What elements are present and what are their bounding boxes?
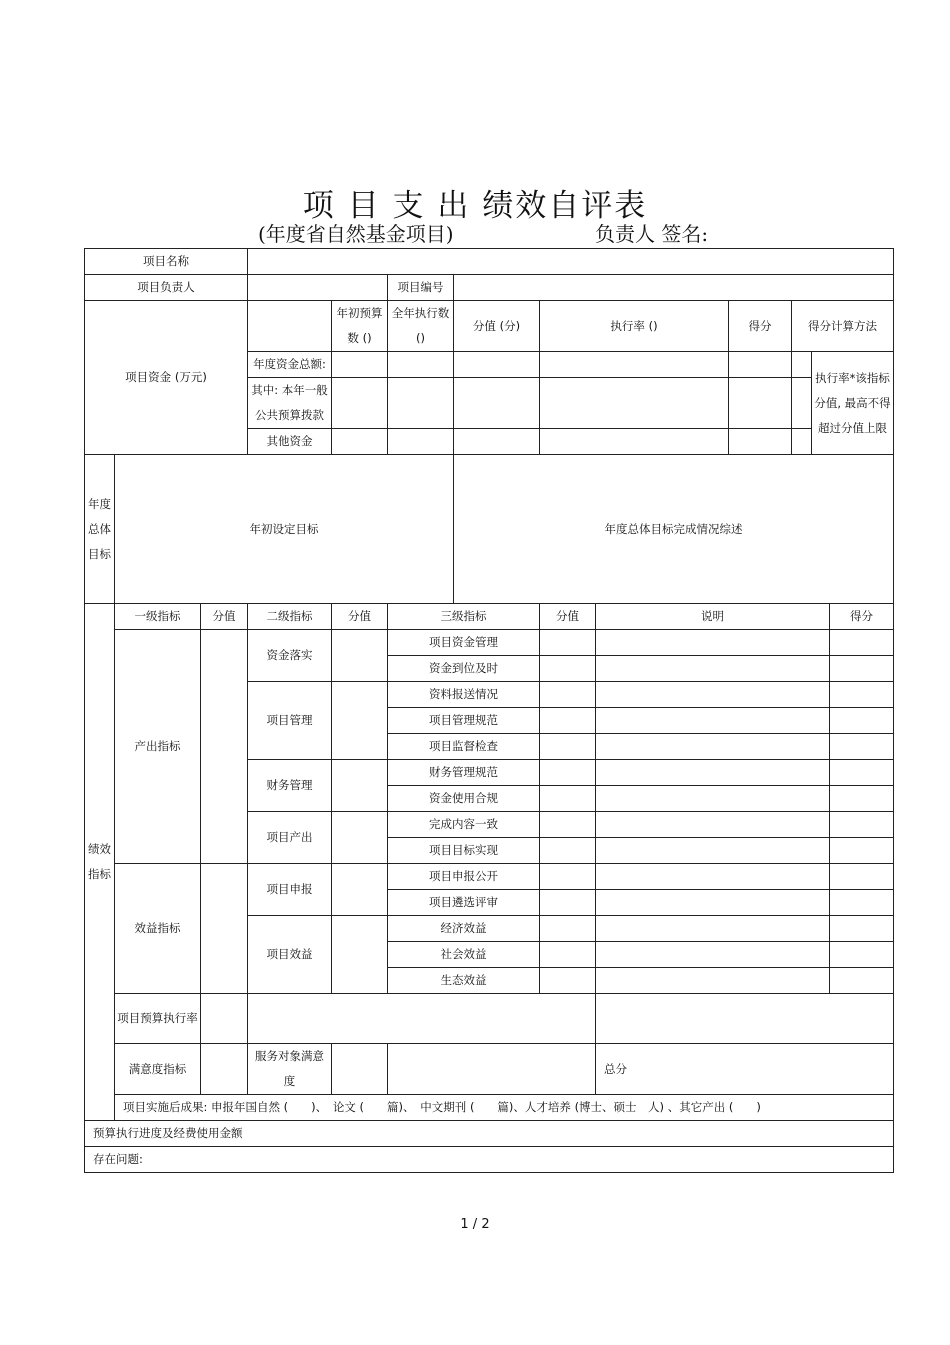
other-funds-label: 其他资金 <box>248 429 332 455</box>
l3-item: 项目管理规范 <box>388 708 540 734</box>
other-score-cell[interactable] <box>729 429 792 455</box>
l3-score-cell[interactable] <box>540 838 596 864</box>
l3-final-score-cell[interactable] <box>830 760 894 786</box>
l3-score-cell[interactable] <box>540 786 596 812</box>
total-initial-cell[interactable] <box>332 352 388 378</box>
general-exec-rate-cell[interactable] <box>540 378 729 429</box>
annual-total-label: 年度资金总额: <box>248 352 332 378</box>
l3-item: 项目目标实现 <box>388 838 540 864</box>
project-output-score[interactable] <box>332 812 388 864</box>
financial-management-label: 财务管理 <box>248 760 332 812</box>
l3-score-cell[interactable] <box>540 968 596 994</box>
l3-description-cell[interactable] <box>596 760 830 786</box>
general-narrow-cell[interactable] <box>792 378 812 429</box>
project-name-label: 项目名称 <box>85 249 248 275</box>
general-budget-label: 其中: 本年一般公共预算拨款 <box>248 378 332 429</box>
l3-final-score-cell[interactable] <box>830 656 894 682</box>
budget-progress-row[interactable]: 预算执行进度及经费使用金额 <box>85 1121 894 1147</box>
l3-item: 资料报送情况 <box>388 682 540 708</box>
l3-final-score-cell[interactable] <box>830 786 894 812</box>
l3-final-score-cell[interactable] <box>830 916 894 942</box>
project-output-label: 项目产出 <box>248 812 332 864</box>
output-score-cell[interactable] <box>201 630 248 864</box>
l3-final-score-cell[interactable] <box>830 812 894 838</box>
score-header: 得分 <box>729 301 792 352</box>
total-narrow-cell[interactable] <box>792 352 812 378</box>
budget-exec-detail-cell[interactable] <box>248 994 596 1044</box>
score-header-indicators: 得分 <box>830 604 894 630</box>
score-value-header: 分值 (分) <box>454 301 540 352</box>
l3-score-cell[interactable] <box>540 864 596 890</box>
benefit-indicator-label: 效益指标 <box>115 864 201 994</box>
project-number-label: 项目编号 <box>388 275 454 301</box>
l3-description-cell[interactable] <box>596 786 830 812</box>
project-benefit-label: 项目效益 <box>248 916 332 994</box>
level2-header: 二级指标 <box>248 604 332 630</box>
score1-header: 分值 <box>201 604 248 630</box>
other-narrow-cell[interactable] <box>792 429 812 455</box>
score-method-text: 执行率*该指标分值, 最高不得超过分值上限 <box>812 352 894 455</box>
l3-final-score-cell[interactable] <box>830 708 894 734</box>
l3-final-score-cell[interactable] <box>830 630 894 656</box>
other-score-value-cell[interactable] <box>454 429 540 455</box>
service-satisfaction-label: 服务对象满意度 <box>248 1044 332 1095</box>
l3-description-cell[interactable] <box>596 916 830 942</box>
service-satisfaction-score[interactable] <box>332 1044 388 1095</box>
l3-description-cell[interactable] <box>596 682 830 708</box>
page-number: 1 / 2 <box>460 1217 490 1232</box>
l3-item: 经济效益 <box>388 916 540 942</box>
annual-goals-label: 年度总体目标 <box>85 455 115 604</box>
initial-target-cell[interactable]: 年初设定目标 <box>115 455 454 604</box>
l3-final-score-cell[interactable] <box>830 890 894 916</box>
l3-item: 项目监督检查 <box>388 734 540 760</box>
l3-score-cell[interactable] <box>540 682 596 708</box>
description-header: 说明 <box>596 604 830 630</box>
l3-item: 资金到位及时 <box>388 656 540 682</box>
l3-final-score-cell[interactable] <box>830 968 894 994</box>
l3-description-cell[interactable] <box>596 734 830 760</box>
level1-header: 一级指标 <box>115 604 201 630</box>
total-score-value-cell[interactable] <box>454 352 540 378</box>
budget-exec-rate-label: 项目预算执行率 <box>115 994 201 1044</box>
project-application-score[interactable] <box>332 864 388 916</box>
satisfaction-indicator-label: 满意度指标 <box>115 1044 201 1095</box>
project-application-label: 项目申报 <box>248 864 332 916</box>
project-lead-field[interactable] <box>248 275 388 301</box>
project-outcomes-row[interactable]: 项目实施后成果: 申报年国自然 ( )、 论文 ( 篇)、 中文期刊 ( 篇)、人才培养 (博士、硕士 人) 、其它产出 ( ) <box>115 1095 894 1121</box>
l3-description-cell[interactable] <box>596 942 830 968</box>
total-exec-cell[interactable] <box>388 352 454 378</box>
satisfaction-detail-cell[interactable] <box>388 1044 596 1095</box>
l3-item: 社会效益 <box>388 942 540 968</box>
l3-final-score-cell[interactable] <box>830 942 894 968</box>
satisfaction-score-cell[interactable] <box>201 1044 248 1095</box>
l3-description-cell[interactable] <box>596 864 830 890</box>
fund-implementation-label: 资金落实 <box>248 630 332 682</box>
l3-item: 项目遴选评审 <box>388 890 540 916</box>
l3-description-cell[interactable] <box>596 656 830 682</box>
signature-label: 负责人 签名: <box>595 222 709 246</box>
completion-summary-cell[interactable]: 年度总体目标完成情况综述 <box>454 455 894 604</box>
form-title: 项 目 支 出 绩效自评表 <box>302 188 648 224</box>
evaluation-table <box>84 248 894 1173</box>
fund-implementation-score[interactable] <box>332 630 388 682</box>
l3-score-cell[interactable] <box>540 708 596 734</box>
l3-item: 项目资金管理 <box>388 630 540 656</box>
project-benefit-score[interactable] <box>332 916 388 994</box>
total-exec-rate-cell[interactable] <box>540 352 729 378</box>
total-score-cell[interactable] <box>729 352 792 378</box>
l3-final-score-cell[interactable] <box>830 864 894 890</box>
l3-score-cell[interactable] <box>540 942 596 968</box>
l3-description-cell[interactable] <box>596 838 830 864</box>
other-exec-rate-cell[interactable] <box>540 429 729 455</box>
l3-score-cell[interactable] <box>540 760 596 786</box>
l3-description-cell[interactable] <box>596 708 830 734</box>
l3-score-cell[interactable] <box>540 916 596 942</box>
l3-item: 生态效益 <box>388 968 540 994</box>
benefit-score-cell[interactable] <box>201 864 248 994</box>
l3-score-cell[interactable] <box>540 734 596 760</box>
budget-exec-notes-cell[interactable] <box>596 994 894 1044</box>
project-management-score[interactable] <box>332 682 388 760</box>
l3-description-cell[interactable] <box>596 890 830 916</box>
general-exec-cell[interactable] <box>388 378 454 429</box>
performance-indicators-label: 绩效指标 <box>85 604 115 1121</box>
general-score-cell[interactable] <box>729 378 792 429</box>
l3-item: 项目申报公开 <box>388 864 540 890</box>
l3-item: 资金使用合规 <box>388 786 540 812</box>
l3-final-score-cell[interactable] <box>830 838 894 864</box>
funds-header-blank <box>248 301 332 352</box>
project-lead-label: 项目负责人 <box>85 275 248 301</box>
l3-final-score-cell[interactable] <box>830 734 894 760</box>
financial-management-score[interactable] <box>332 760 388 812</box>
l3-item: 完成内容一致 <box>388 812 540 838</box>
general-initial-cell[interactable] <box>332 378 388 429</box>
l3-description-cell[interactable] <box>596 812 830 838</box>
score2-header: 分值 <box>332 604 388 630</box>
other-exec-cell[interactable] <box>388 429 454 455</box>
l3-description-cell[interactable] <box>596 968 830 994</box>
method-header: 得分计算方法 <box>792 301 894 352</box>
l3-description-cell[interactable] <box>596 630 830 656</box>
l3-final-score-cell[interactable] <box>830 682 894 708</box>
project-funds-label: 项目资金 (万元) <box>85 301 248 455</box>
budget-exec-score-cell[interactable] <box>201 994 248 1044</box>
score3-header: 分值 <box>540 604 596 630</box>
annual-exec-header: 全年执行数 () <box>388 301 454 352</box>
initial-budget-header: 年初预算数 () <box>332 301 388 352</box>
total-score-label: 总分 <box>596 1044 894 1095</box>
form-subtitle: (年度省自然基金项目) <box>258 222 454 246</box>
l3-score-cell[interactable] <box>540 656 596 682</box>
l3-item: 财务管理规范 <box>388 760 540 786</box>
l3-score-cell[interactable] <box>540 630 596 656</box>
output-indicator-label: 产出指标 <box>115 630 201 864</box>
exec-rate-header: 执行率 () <box>540 301 729 352</box>
level3-header: 三级指标 <box>388 604 540 630</box>
project-management-label: 项目管理 <box>248 682 332 760</box>
l3-score-cell[interactable] <box>540 812 596 838</box>
general-score-value-cell[interactable] <box>454 378 540 429</box>
problems-row[interactable]: 存在问题: <box>85 1147 894 1173</box>
other-initial-cell[interactable] <box>332 429 388 455</box>
project-name-field[interactable] <box>248 249 894 275</box>
project-number-field[interactable] <box>454 275 894 301</box>
l3-score-cell[interactable] <box>540 890 596 916</box>
